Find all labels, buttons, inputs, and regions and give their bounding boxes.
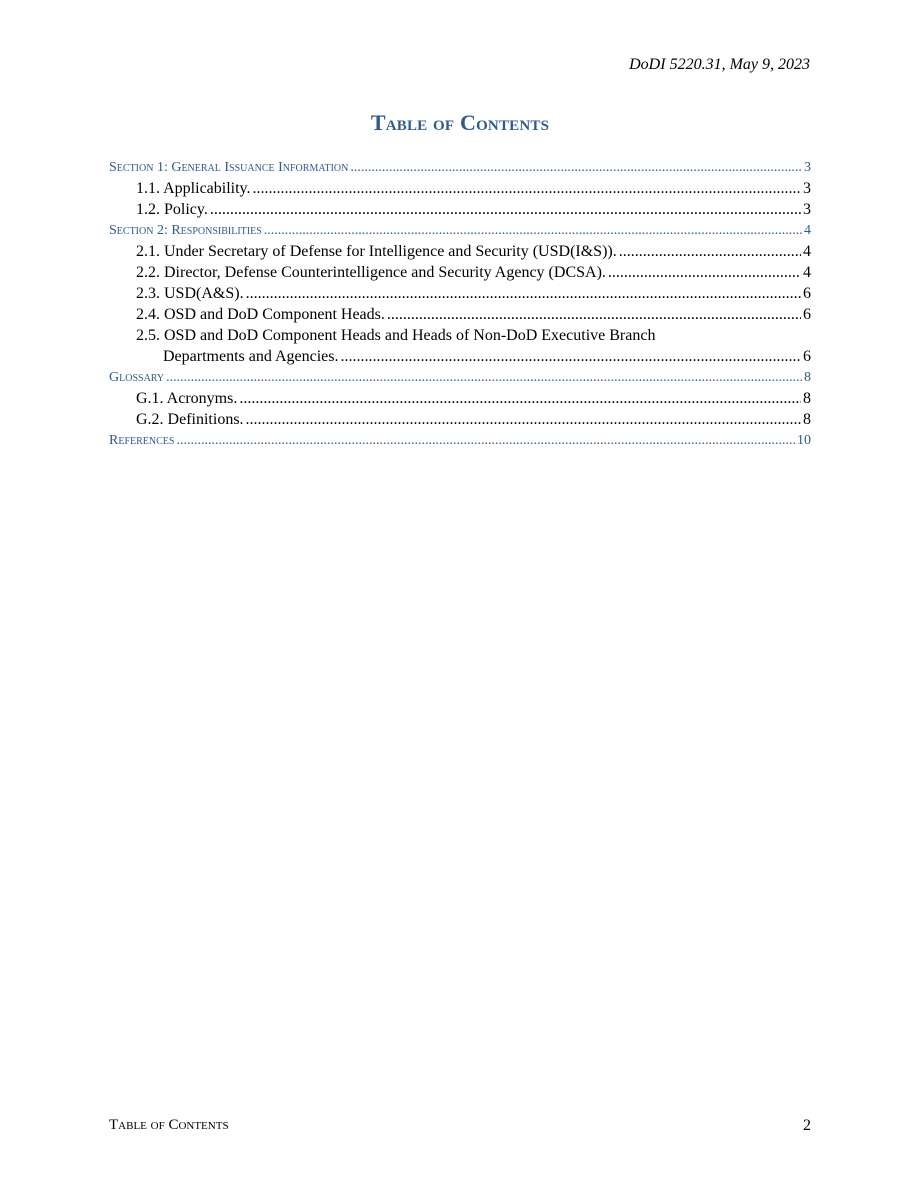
toc-entry-page: 3 bbox=[803, 201, 811, 218]
toc-entry-section-2[interactable] bbox=[109, 220, 811, 241]
dot-leader bbox=[341, 346, 802, 367]
toc-entry-label: Section 2: Responsibilities bbox=[109, 223, 262, 238]
dot-leader bbox=[608, 262, 801, 283]
toc-entry-1-2[interactable] bbox=[109, 199, 811, 220]
dot-leader bbox=[176, 430, 795, 451]
toc-entry-2-1[interactable] bbox=[109, 241, 811, 262]
toc-entry-g-1[interactable] bbox=[109, 388, 811, 409]
toc-entry-2-3[interactable] bbox=[109, 283, 811, 304]
toc-entry-label: 2.2. Director, Defense Counterintelligence and Security Agency (DCSA). bbox=[136, 264, 606, 281]
toc-entry-g-2[interactable] bbox=[109, 409, 811, 430]
toc-entry-label: 1.2. Policy. bbox=[136, 201, 208, 218]
toc-entry-page: 4 bbox=[804, 223, 811, 238]
toc-entry-page: 8 bbox=[803, 411, 811, 428]
toc-entry-label: Section 1: General Issuance Information bbox=[109, 160, 349, 175]
toc-entry-2-5-line1[interactable] bbox=[109, 325, 811, 346]
table-of-contents bbox=[109, 157, 811, 451]
toc-entry-2-4[interactable] bbox=[109, 304, 811, 325]
dot-leader bbox=[210, 199, 801, 220]
toc-entry-label: 1.1. Applicability. bbox=[136, 180, 251, 197]
toc-entry-page: 8 bbox=[803, 390, 811, 407]
toc-entry-label: G.1. Acronyms. bbox=[136, 390, 238, 407]
toc-entry-page: 6 bbox=[803, 348, 811, 365]
toc-entry-label: Glossary bbox=[109, 370, 165, 385]
dot-leader bbox=[166, 367, 802, 388]
toc-entry-label: 2.4. OSD and DoD Component Heads. bbox=[136, 306, 385, 323]
toc-entry-label: 2.5. OSD and DoD Component Heads and Heads of Non-DoD Executive Branch bbox=[136, 327, 656, 344]
toc-entry-page: 8 bbox=[804, 370, 811, 385]
toc-entry-label: 2.3. USD(A&S). bbox=[136, 285, 244, 302]
dot-leader bbox=[387, 304, 801, 325]
footer-page-number: 2 bbox=[803, 1117, 811, 1134]
toc-entry-page: 3 bbox=[803, 180, 811, 197]
dot-leader bbox=[253, 178, 801, 199]
dot-leader bbox=[619, 241, 801, 262]
toc-entry-page: 4 bbox=[803, 243, 811, 260]
footer-section-title: Table of Contents bbox=[109, 1117, 229, 1133]
document-reference: DoDI 5220.31, May 9, 2023 bbox=[629, 56, 810, 73]
toc-entry-label: G.2. Definitions. bbox=[136, 411, 244, 428]
toc-entry-2-2[interactable] bbox=[109, 262, 811, 283]
toc-entry-page: 4 bbox=[803, 264, 811, 281]
page-title: Table of Contents bbox=[370, 110, 550, 135]
toc-entry-page: 3 bbox=[804, 160, 811, 175]
toc-entry-page: 6 bbox=[803, 306, 811, 323]
dot-leader bbox=[264, 220, 802, 241]
toc-entry-references[interactable] bbox=[109, 430, 811, 451]
dot-leader bbox=[246, 409, 801, 430]
toc-entry-label: Departments and Agencies. bbox=[163, 348, 339, 365]
toc-entry-section-1[interactable] bbox=[109, 157, 811, 178]
dot-leader bbox=[246, 283, 801, 304]
toc-entry-2-5-line2[interactable] bbox=[109, 346, 811, 367]
toc-entry-label: 2.1. Under Secretary of Defense for Intelligence and Security (USD(I&S)). bbox=[136, 243, 617, 260]
toc-entry-label: References bbox=[109, 433, 175, 448]
dot-leader bbox=[239, 388, 801, 409]
dot-leader bbox=[350, 157, 802, 178]
toc-entry-glossary[interactable] bbox=[109, 367, 811, 388]
toc-entry-page: 6 bbox=[803, 285, 811, 302]
toc-entry-1-1[interactable] bbox=[109, 178, 811, 199]
toc-entry-page: 10 bbox=[797, 433, 811, 448]
